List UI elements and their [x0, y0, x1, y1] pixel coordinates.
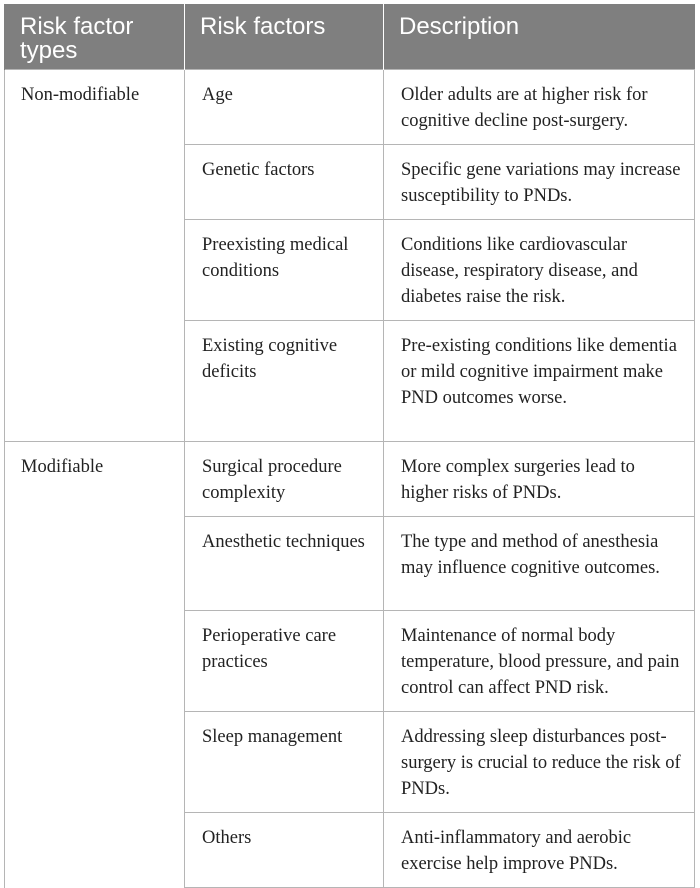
header-description: Description: [384, 4, 695, 70]
risk-factor-cell: Sleep management: [185, 712, 384, 813]
table-header: [5, 4, 695, 70]
risk-factor-cell: Preexisting medical conditions: [185, 220, 384, 321]
risk-factor-cell: Perioperative care practices: [185, 611, 384, 712]
description-cell: Maintenance of normal body temperature, blood pressure, and pain control can affect PND risk.: [384, 611, 695, 712]
risk-factor-cell: Age: [185, 70, 384, 145]
risk-factor-cell: Anesthetic techniques: [185, 517, 384, 611]
description-cell: Conditions like cardiovascular disease, respiratory disease, and diabetes raise the risk.: [384, 220, 695, 321]
risk-factor-cell: Existing cognitive deficits: [185, 321, 384, 442]
table-row: [5, 442, 695, 517]
description-cell: More complex surgeries lead to higher risks of PNDs.: [384, 442, 695, 517]
risk-factor-table: [4, 4, 695, 888]
description-cell: Pre-existing conditions like dementia or mild cognitive impairment make PND outcomes worse.: [384, 321, 695, 442]
table-row: [5, 70, 695, 145]
description-cell: Anti-inflammatory and aerobic exercise help improve PNDs.: [384, 813, 695, 888]
description-cell: The type and method of anesthesia may influence cognitive outcomes.: [384, 517, 695, 611]
description-cell: Addressing sleep disturbances post-surgery is crucial to reduce the risk of PNDs.: [384, 712, 695, 813]
header-risk-factors: Risk factors: [185, 4, 384, 70]
risk-factor-cell: Genetic factors: [185, 145, 384, 220]
risk-type-cell: Modifiable: [5, 442, 185, 888]
description-cell: Older adults are at higher risk for cognitive decline post-surgery.: [384, 70, 695, 145]
risk-type-cell: Non-modifiable: [5, 70, 185, 442]
description-cell: Specific gene variations may increase susceptibility to PNDs.: [384, 145, 695, 220]
header-risk-factor-types: Risk factor types: [5, 4, 185, 70]
risk-factor-cell: Others: [185, 813, 384, 888]
header-row: [5, 4, 695, 70]
table-body: [5, 70, 695, 888]
risk-factor-cell: Surgical procedure complexity: [185, 442, 384, 517]
